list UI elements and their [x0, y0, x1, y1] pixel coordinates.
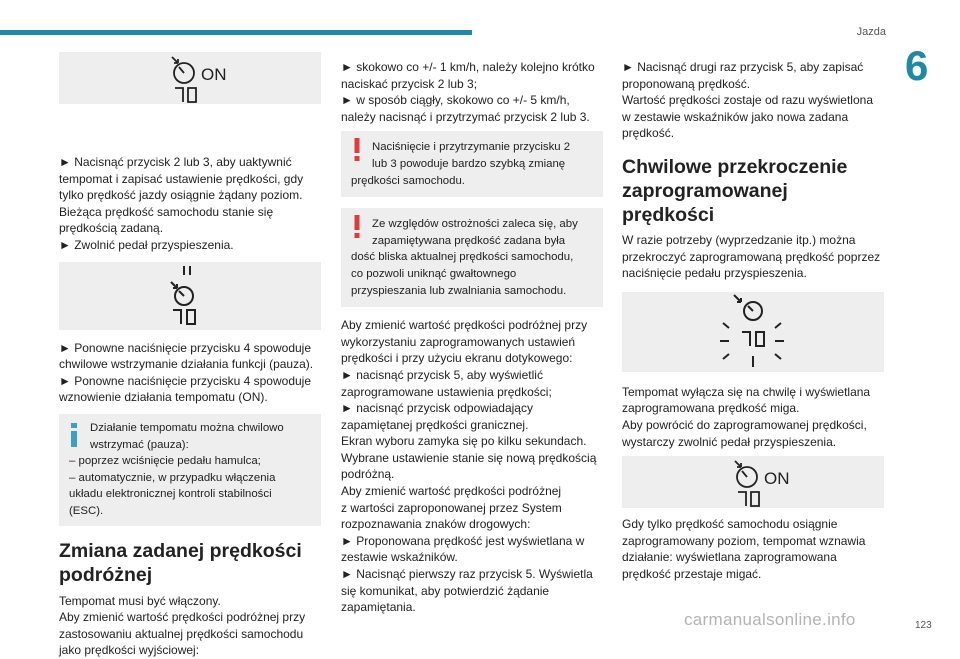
text-line: Działanie tempomatu można chwilowo — [90, 421, 284, 434]
text-line: W razie potrzeby (wyprzedzanie itp.) można — [622, 232, 856, 247]
text-line: z wartości zaproponowanej przez System — [341, 500, 562, 515]
pictogram-cruise-pause — [59, 262, 321, 330]
on-label: ON — [201, 65, 227, 84]
text-line: ► nacisnąć przycisk odpowiadający — [341, 401, 533, 416]
text-line: (ESC). — [69, 504, 104, 517]
text-line: prędkości i przy użyciu ekranu dotykowego: — [341, 351, 573, 366]
text-line: ► Proponowana prędkość jest wyświetlana w — [341, 533, 585, 548]
text-line: Aby zmienić wartość prędkości podróżnej — [341, 484, 562, 499]
text-line: Aby zmienić wartość prędkości podróżnej przy — [59, 610, 306, 625]
paragraph-save-proposed — [622, 59, 884, 142]
text-line: – automatycznie, w przypadku włączenia — [69, 471, 276, 484]
warning-icon — [353, 215, 361, 239]
text-line: ► nacisnąć przycisk 5, aby wyświetlić — [341, 367, 543, 382]
text-line: Bieżąca prędkość samochodu stanie się — [59, 204, 274, 219]
text-line: Aby powrócić do zaprogramowanej prędkości, — [622, 417, 867, 432]
text-line: zastosowaniu aktualnej prędkości samochodu — [59, 626, 304, 641]
text-line: ► w sposób ciągły, skokowo co +/- 5 km/h, — [341, 93, 570, 108]
text-line: dość bliska aktualnej prędkości samochodu, — [351, 251, 574, 264]
paragraph-flashing — [622, 384, 884, 450]
pictogram-cruise-flashing — [622, 292, 884, 372]
chapter-number: 6 — [905, 42, 929, 89]
warning-icon — [353, 138, 361, 162]
text-line: podróżną. — [341, 467, 395, 482]
text-line: ► Ponowne naciśnięcie przycisku 4 spowoduje — [59, 340, 312, 355]
text-line: zapamiętanej prędkości granicznej. — [341, 417, 529, 432]
text-line: Wartość prędkości zostaje od razu wyświetlona — [622, 93, 873, 108]
text-line: lub 3 powoduje bardzo szybką zmianę — [372, 157, 566, 170]
text-line: jako prędkości wyjściowej: — [59, 643, 200, 658]
text-line: ► Nacisnąć drugi raz przycisk 5, aby zapisać — [622, 60, 864, 74]
text-line: – poprzez wciśnięcie pedału hamulca; — [69, 455, 261, 468]
text-line: zaprogramowany poziom, tempomat wznawia — [622, 533, 866, 548]
text-line: prędkość przestaje migać. — [622, 566, 762, 581]
text-line: wznowienie działania tempomatu (ON). — [59, 390, 268, 405]
column-3 — [622, 59, 884, 583]
text-line: wstrzymać (pauza): — [90, 438, 189, 451]
text-line: naciśnięcie pedału przyspieszenia. — [622, 266, 807, 281]
pictogram-cruise-on — [59, 52, 321, 104]
text-line: naciskać przycisk 2 lub 3; — [341, 76, 478, 91]
text-line: rozpoznawania znaków drogowych: — [341, 517, 531, 532]
info-icon — [69, 423, 79, 447]
text-line: tempomat i zapisać ustawienie prędkości, gdy — [59, 171, 304, 186]
text-line: co pozwoli uniknąć gwałtownego — [351, 267, 517, 280]
paragraph-increments — [341, 59, 603, 125]
heading-line: Chwilowe przekroczenie — [622, 155, 848, 178]
text-line: prędkość. — [622, 126, 675, 141]
text-line: działanie: wyświetlana zaprogramowana — [622, 550, 837, 565]
page-number: 123 — [915, 620, 932, 631]
text-line: zestawie wskaźników. — [341, 550, 458, 565]
text-line: ► Nacisnąć przycisk 2 lub 3, aby uaktywnić — [59, 155, 292, 169]
text-line: zaprogramowane ustawienia prędkości; — [341, 384, 552, 399]
text-line: przekroczyć zaprogramowaną prędkość poprzez — [622, 249, 881, 264]
text-line: proponowaną prędkość. — [622, 76, 751, 91]
text-line: zapamiętywana prędkość zadana była — [372, 234, 566, 247]
text-line: tylko prędkość jazdy osiągnie żądany poziom. — [59, 188, 303, 203]
text-line: chwilowe wstrzymanie działania funkcji (pauza). — [59, 357, 314, 372]
text-line: Tempomat wyłącza się na chwilę i wyświetlana — [622, 384, 871, 399]
watermark: carmanualsonline.info — [684, 610, 856, 629]
text-line: prędkością zadaną. — [59, 221, 164, 236]
paragraph-activate — [59, 154, 321, 254]
text-line: Ze względów ostrożności zaleca się, aby — [372, 218, 578, 231]
heading-line: Zmiana zadanej prędkości — [59, 539, 302, 562]
text-line: wykorzystaniu zaprogramowanych ustawień — [341, 334, 576, 349]
text-line: Wybrane ustawienie stanie się nową prędkością — [341, 450, 597, 465]
text-line: ► Zwolnić pedał przyspieszenia. — [59, 237, 234, 252]
text-line: zaprogramowana prędkość miga. — [622, 401, 800, 416]
heading-line: zaprogramowanej prędkości — [622, 179, 788, 226]
text-line: Naciśnięcie i przytrzymanie przycisku 2 — [372, 141, 571, 154]
text-line: się komunikat, aby potwierdzić żądanie — [341, 583, 550, 598]
header-accent-bar — [0, 30, 472, 35]
text-line: w zestawie wskaźników jako nowa zadana — [622, 109, 849, 124]
paragraph-overspeed — [622, 232, 884, 282]
text-line: układu elektronicznej kontroli stabilności — [69, 488, 272, 501]
text-line: ► Nacisnąć pierwszy raz przycisk 5. Wyświetla — [341, 567, 593, 582]
text-line: Ekran wyboru zamyka się po kilku sekundach. — [341, 434, 587, 449]
column-1 — [59, 52, 321, 659]
paragraph-resume — [622, 516, 884, 582]
text-line: przyspieszania lub zwalniania samochodu. — [351, 284, 567, 297]
section-title: Jazda — [856, 26, 886, 38]
text-line: Aby zmienić wartość prędkości podróżnej przy — [341, 318, 588, 333]
section-heading-overspeed — [622, 155, 884, 227]
text-line: zapamiętania. — [341, 600, 416, 615]
text-line: Gdy tylko prędkość samochodu osiągnie — [622, 517, 838, 532]
section-heading-change-speed — [59, 539, 321, 587]
pictogram-cruise-on-2 — [622, 456, 884, 508]
paragraph-change-speed — [59, 593, 321, 659]
info-box — [59, 414, 321, 526]
text-line: ► skokowo co +/- 1 km/h, należy kolejno krótko — [341, 60, 595, 74]
paragraph-pause — [59, 340, 321, 406]
warning-box-fast-change — [341, 131, 603, 197]
warning-box-caution — [341, 208, 603, 307]
heading-line: podróżnej — [59, 563, 153, 586]
text-line: należy nacisnąć i przytrzymać przycisk 2 lub 3. — [341, 109, 590, 124]
text-line: wystarczy zwolnić pedał przyspieszenia. — [622, 434, 837, 449]
paragraph-touchscreen — [341, 317, 603, 616]
column-2 — [341, 59, 603, 616]
text-line: prędkości samochodu. — [351, 174, 465, 187]
text-line: ► Ponowne naciśnięcie przycisku 4 spowoduje — [59, 373, 312, 388]
on-label: ON — [764, 469, 790, 489]
text-line: Tempomat musi być włączony. — [59, 593, 221, 608]
